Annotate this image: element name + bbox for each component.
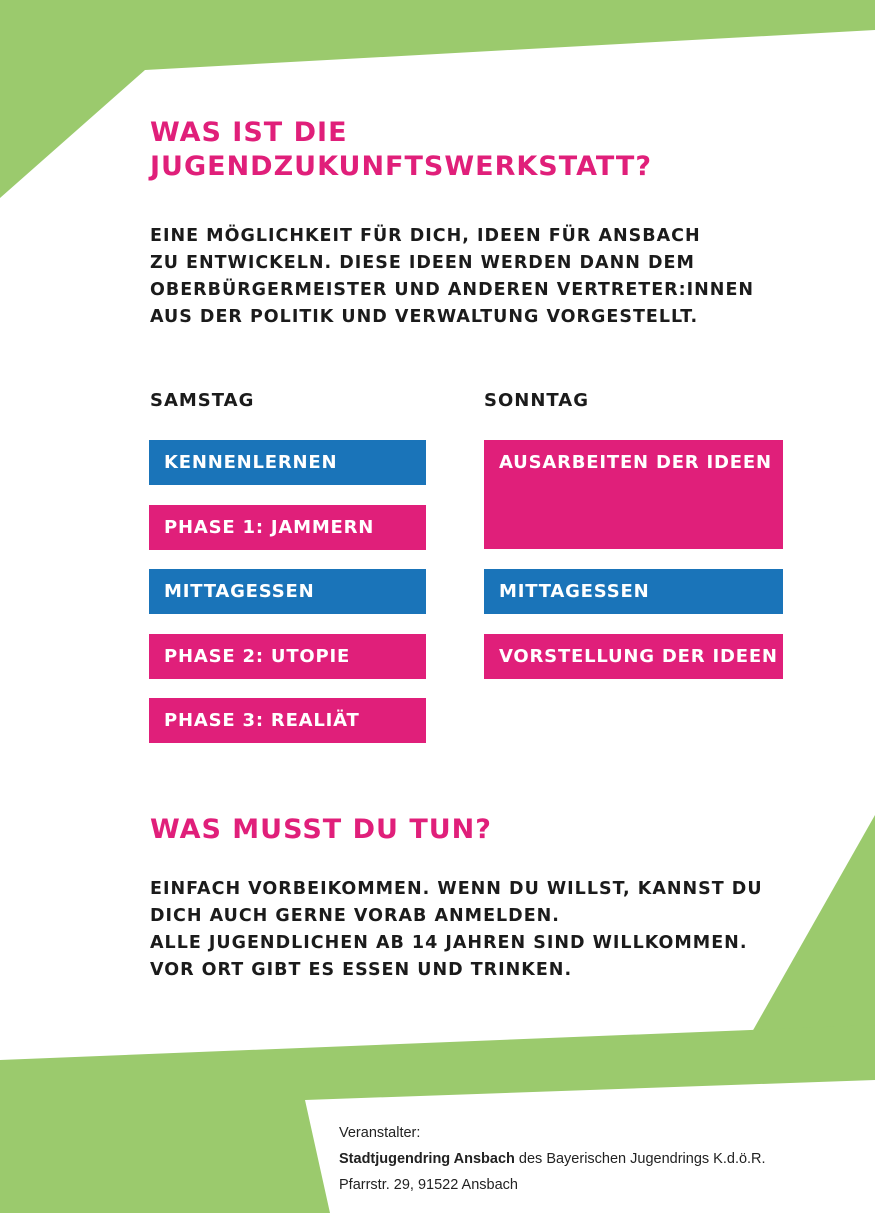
organizer-line <box>339 1146 766 1172</box>
saturday-label: SAMSTAG <box>150 390 255 411</box>
organizer-address: Pfarrstr. 29, 91522 Ansbach <box>339 1177 518 1193</box>
todo-text-line: VOR ORT GIBT ES ESSEN UND TRINKEN. <box>150 960 573 980</box>
organizer-label: Veranstalter: <box>339 1125 421 1141</box>
intro-title-line: JUGENDZUKUNFTSWERKSTATT? <box>150 151 652 182</box>
intro-text-line: ZU ENTWICKELN. DIESE IDEEN WERDEN DANN DEM <box>150 253 695 273</box>
intro-title <box>150 116 652 184</box>
organizer-affiliation: des Bayerischen Jugendrings K.d.ö.R. <box>514 1151 766 1167</box>
saturday-item-kennenlernen: KENNENLERNEN <box>149 440 426 485</box>
sunday-item-ausarbeiten: AUSARBEITEN DER IDEEN <box>484 440 783 549</box>
organizer-name: Stadtjugendring Ansbach <box>339 1151 515 1167</box>
saturday-item-mittagessen: MITTAGESSEN <box>149 569 426 614</box>
sunday-item-vorstellung: VORSTELLUNG DER IDEEN <box>484 634 783 679</box>
todo-text-line: ALLE JUGENDLICHEN AB 14 JAHREN SIND WILLKOMMEN. <box>150 933 748 953</box>
saturday-item-phase-3: PHASE 3: REALIÄT <box>149 698 426 743</box>
saturday-item-phase-2: PHASE 2: UTOPIE <box>149 634 426 679</box>
saturday-item-phase-1: PHASE 1: JAMMERN <box>149 505 426 550</box>
todo-text-line: DICH AUCH GERNE VORAB ANMELDEN. <box>150 906 560 926</box>
intro-text <box>150 223 754 331</box>
todo-title: WAS MUSST DU TUN? <box>150 814 492 845</box>
intro-text-line: OBERBÜRGERMEISTER UND ANDEREN VERTRETER:INNEN <box>150 280 755 300</box>
intro-text-line: AUS DER POLITIK UND VERWALTUNG VORGESTELLT. <box>150 307 699 327</box>
intro-text-line: EINE MÖGLICHKEIT FÜR DICH, IDEEN FÜR ANSBACH <box>150 226 701 246</box>
sunday-label: SONNTAG <box>484 390 589 411</box>
green-shape-right <box>752 815 875 1032</box>
todo-text-line: EINFACH VORBEIKOMMEN. WENN DU WILLST, KANNST DU <box>150 879 763 899</box>
organizer-footer <box>339 1120 766 1198</box>
todo-text <box>150 876 763 984</box>
sunday-item-mittagessen: MITTAGESSEN <box>484 569 783 614</box>
intro-title-line: WAS IST DIE <box>150 117 348 148</box>
